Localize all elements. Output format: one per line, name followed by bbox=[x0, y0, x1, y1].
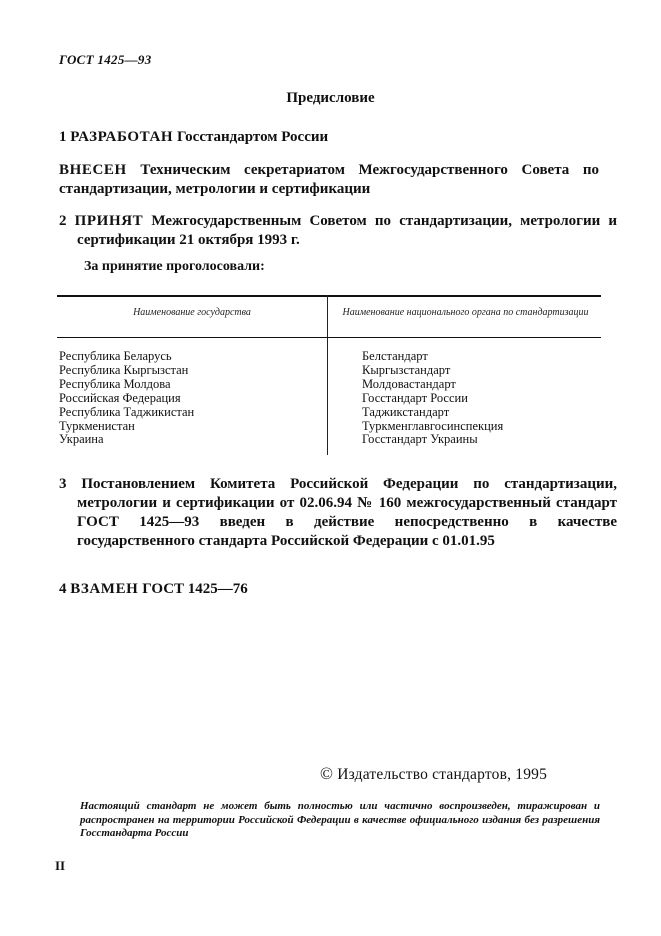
item-text: Госстандартом России bbox=[176, 129, 329, 145]
table-cell-state: Российская Федерация bbox=[59, 390, 181, 405]
table-column-bodies bbox=[362, 350, 503, 447]
copyright-line bbox=[320, 764, 547, 784]
page-title: Предисловие bbox=[286, 90, 375, 106]
table-cell-state: Республика Таджикистан bbox=[59, 404, 195, 419]
item-text: ГОСТ 1425—76 bbox=[142, 581, 248, 597]
table-cell-body: Туркменглавгосинспекция bbox=[362, 418, 504, 433]
item-lead: ВЗАМЕН bbox=[70, 581, 139, 597]
item-introduced bbox=[59, 161, 599, 199]
document-code: ГОСТ 1425—93 bbox=[59, 52, 152, 67]
table-cell-body: Таджикстандарт bbox=[362, 404, 450, 419]
table-cell-body: Молдовастандарт bbox=[362, 376, 456, 391]
item-developed bbox=[59, 128, 599, 147]
table-header-state: Наименование государства bbox=[133, 307, 251, 318]
table-top-rule bbox=[57, 295, 601, 297]
item-decree bbox=[59, 475, 617, 551]
item-lead: РАЗРАБОТАН bbox=[70, 129, 174, 145]
table-cell-state: Республика Молдова bbox=[59, 376, 171, 391]
item-replaces bbox=[59, 580, 599, 599]
table-column-states bbox=[59, 350, 194, 447]
copyright-text: Издательство стандартов, 1995 bbox=[337, 766, 548, 783]
item-number: 1 bbox=[59, 129, 67, 145]
item-lead: ВНЕСЕН bbox=[59, 162, 127, 178]
table-header-rule bbox=[57, 337, 601, 338]
item-adopted bbox=[59, 212, 617, 250]
voted-label: За принятие проголосовали: bbox=[84, 259, 265, 274]
item-text: Техническим секретариатом Межгосударственного Совета по стандартизации, метрологии и сертификации bbox=[59, 162, 599, 197]
item-number: 2 bbox=[59, 213, 67, 229]
reproduction-notice: Настоящий стандарт не может быть полностью или частично воспроизведен, тиражирован и распространен на территории Российской Федерации в качестве официального издания без разрешения Госстандарта России bbox=[80, 800, 600, 839]
table-cell-state: Республика Беларусь bbox=[59, 349, 172, 363]
item-text: Межгосударственным Советом по стандартизации, метрологии и сертификации 21 октября 1993 г. bbox=[77, 213, 618, 248]
table-cell-body: Госстандарт России bbox=[362, 390, 468, 405]
item-number: 4 bbox=[59, 581, 67, 597]
table-cell-body: Белстандарт bbox=[362, 349, 428, 363]
item-number: 3 bbox=[59, 476, 67, 492]
table-cell-body: Госстандарт Украины bbox=[362, 432, 478, 447]
table-cell-state: Украина bbox=[59, 432, 104, 447]
copyright-icon: © bbox=[320, 764, 334, 783]
table-cell-state: Туркменистан bbox=[59, 418, 135, 433]
item-text: Постановлением Комитета Российской Федерации по стандартизации, метрологии и сертификации от 02.06.94 № 160 межгосударственный стандарт ГОСТ 1425—93 введен в действие непосредственно в качестве государственного стандарта Российской Федерации с 01.01.95 bbox=[77, 476, 618, 549]
table-cell-body: Кыргызстандарт bbox=[362, 362, 451, 377]
table-header-body: Наименование национального органа по стандартизации bbox=[342, 307, 589, 318]
table-cell-state: Республика Кыргызстан bbox=[59, 362, 189, 377]
item-lead: ПРИНЯТ bbox=[74, 213, 144, 229]
table-column-divider bbox=[327, 295, 328, 455]
page-number: II bbox=[55, 858, 66, 873]
